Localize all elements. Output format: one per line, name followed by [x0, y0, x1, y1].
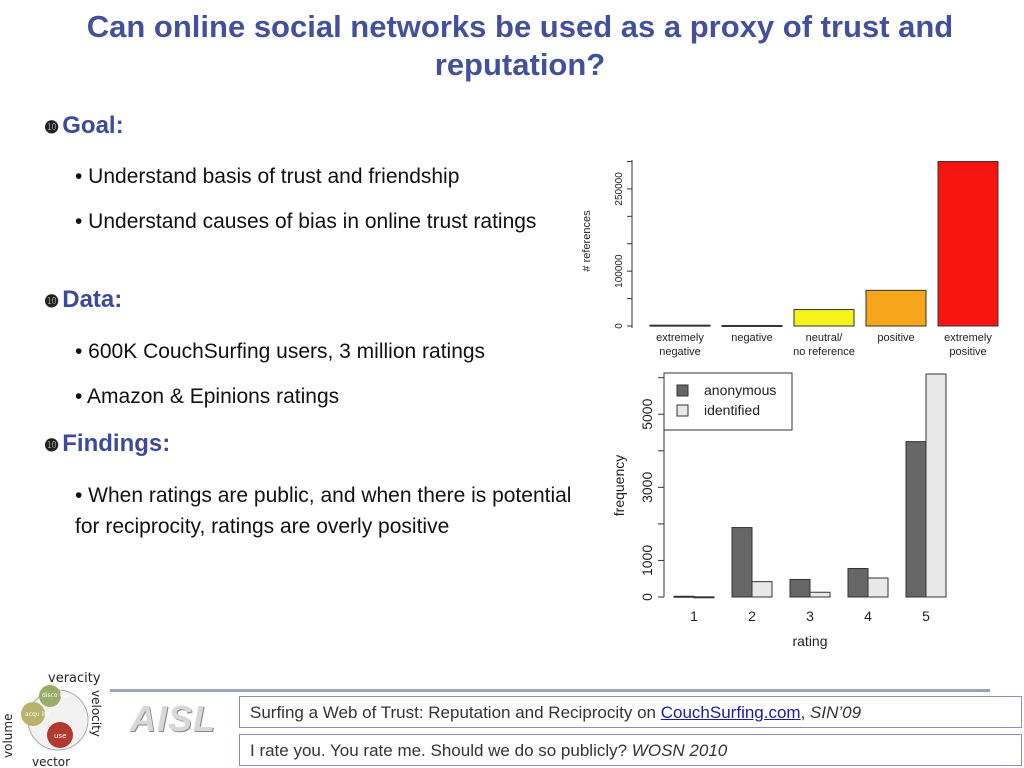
x-tick-label: negative [659, 346, 701, 358]
bar-identified [810, 592, 830, 597]
goal-bullet-2: • Understand causes of bias in online trust ratings [75, 210, 537, 233]
section-data-heading: Data: [62, 286, 123, 313]
section-findings-heading: Findings: [62, 430, 171, 457]
section-marker-icon: ❿ [44, 118, 60, 137]
logo-word: acqu ire [25, 711, 50, 718]
x-tick-label: extremely [656, 332, 704, 344]
logo-word: veracity [48, 671, 101, 686]
x-tick-label: positive [949, 346, 987, 358]
section-marker-icon: ❿ [44, 292, 60, 311]
logo-word: vector [32, 755, 71, 768]
x-tick-label: neutral/ [805, 332, 843, 344]
findings-bullet-1: • When ratings are public, and when there is potential for reciprocity, ratings are overly positive [75, 484, 572, 538]
section-findings [44, 430, 170, 458]
bar [650, 325, 710, 326]
couchsurfing-link[interactable]: CouchSurfing.com [660, 703, 801, 722]
x-tick-label: extremely [944, 332, 992, 344]
slide-title: Can online social networks be used as a proxy of trust and reputation? [86, 9, 954, 82]
bar-identified [694, 597, 714, 598]
y-tick-label: 100000 [614, 254, 625, 288]
rating-frequency-bar-chart [600, 368, 970, 658]
logo-word: velocity [89, 690, 103, 737]
reference-1-text: Surfing a Web of Trust: Reputation and Reciprocity on [250, 703, 661, 722]
bar [866, 290, 926, 326]
legend-swatch [677, 405, 688, 416]
logo-word: disco ver [42, 692, 70, 699]
bar-anonymous [790, 579, 810, 597]
y-tick-label: 3000 [639, 471, 655, 503]
bar [938, 161, 998, 326]
x-tick-label: 4 [864, 608, 872, 624]
bar-anonymous [848, 568, 868, 597]
y-tick-label: 250000 [614, 172, 625, 206]
x-tick-label: negative [731, 332, 773, 344]
y-tick-label: 0 [639, 593, 655, 601]
reference-1-sep: , [800, 703, 811, 722]
section-goal [44, 112, 124, 140]
bar-anonymous [674, 596, 694, 597]
bar [794, 310, 854, 326]
x-axis-label: rating [792, 633, 828, 649]
reference-2 [239, 734, 1022, 766]
x-tick-label: no reference [793, 346, 855, 358]
footer-divider [110, 689, 990, 692]
y-axis-label: frequency [611, 454, 627, 517]
x-tick-label: 1 [690, 608, 698, 624]
reference-2-venue: WOSN 2010 [631, 741, 728, 760]
y-tick-label: 5000 [639, 398, 655, 430]
bar-anonymous [732, 528, 752, 597]
references-bar-chart [570, 150, 1010, 365]
x-tick-label: 5 [922, 608, 930, 624]
logo-icon [0, 668, 108, 768]
logo-word: use [54, 732, 67, 740]
aisl-brand: AISL [130, 698, 217, 739]
section-data [44, 286, 122, 314]
section-goal-heading: Goal: [62, 112, 124, 139]
bar-anonymous [906, 442, 926, 597]
reference-1-venue: SIN’09 [810, 703, 862, 722]
reference-1 [239, 696, 1022, 728]
y-tick-label: 0 [614, 323, 625, 329]
bar-identified [926, 374, 946, 597]
goal-bullet-1: • Understand basis of trust and friendship [75, 165, 460, 188]
legend-label: anonymous [704, 382, 777, 398]
x-tick-label: 2 [748, 608, 756, 624]
data-bullet-1: • 600K CouchSurfing users, 3 million ratings [75, 340, 486, 363]
x-tick-label: positive [877, 332, 915, 344]
x-tick-label: 3 [806, 608, 814, 624]
y-axis-label: # references [581, 210, 593, 272]
reference-2-text: I rate you. You rate me. Should we do so publicly? [250, 741, 632, 760]
bar-identified [752, 582, 772, 597]
legend-swatch [677, 385, 688, 396]
legend-label: identified [704, 402, 761, 418]
bar [722, 325, 782, 326]
data-bullet-2: • Amazon & Epinions ratings [75, 385, 340, 408]
logo-word: volume [1, 713, 15, 758]
bar-identified [868, 578, 888, 597]
section-marker-icon: ❿ [44, 436, 60, 455]
y-tick-label: 1000 [639, 544, 655, 577]
